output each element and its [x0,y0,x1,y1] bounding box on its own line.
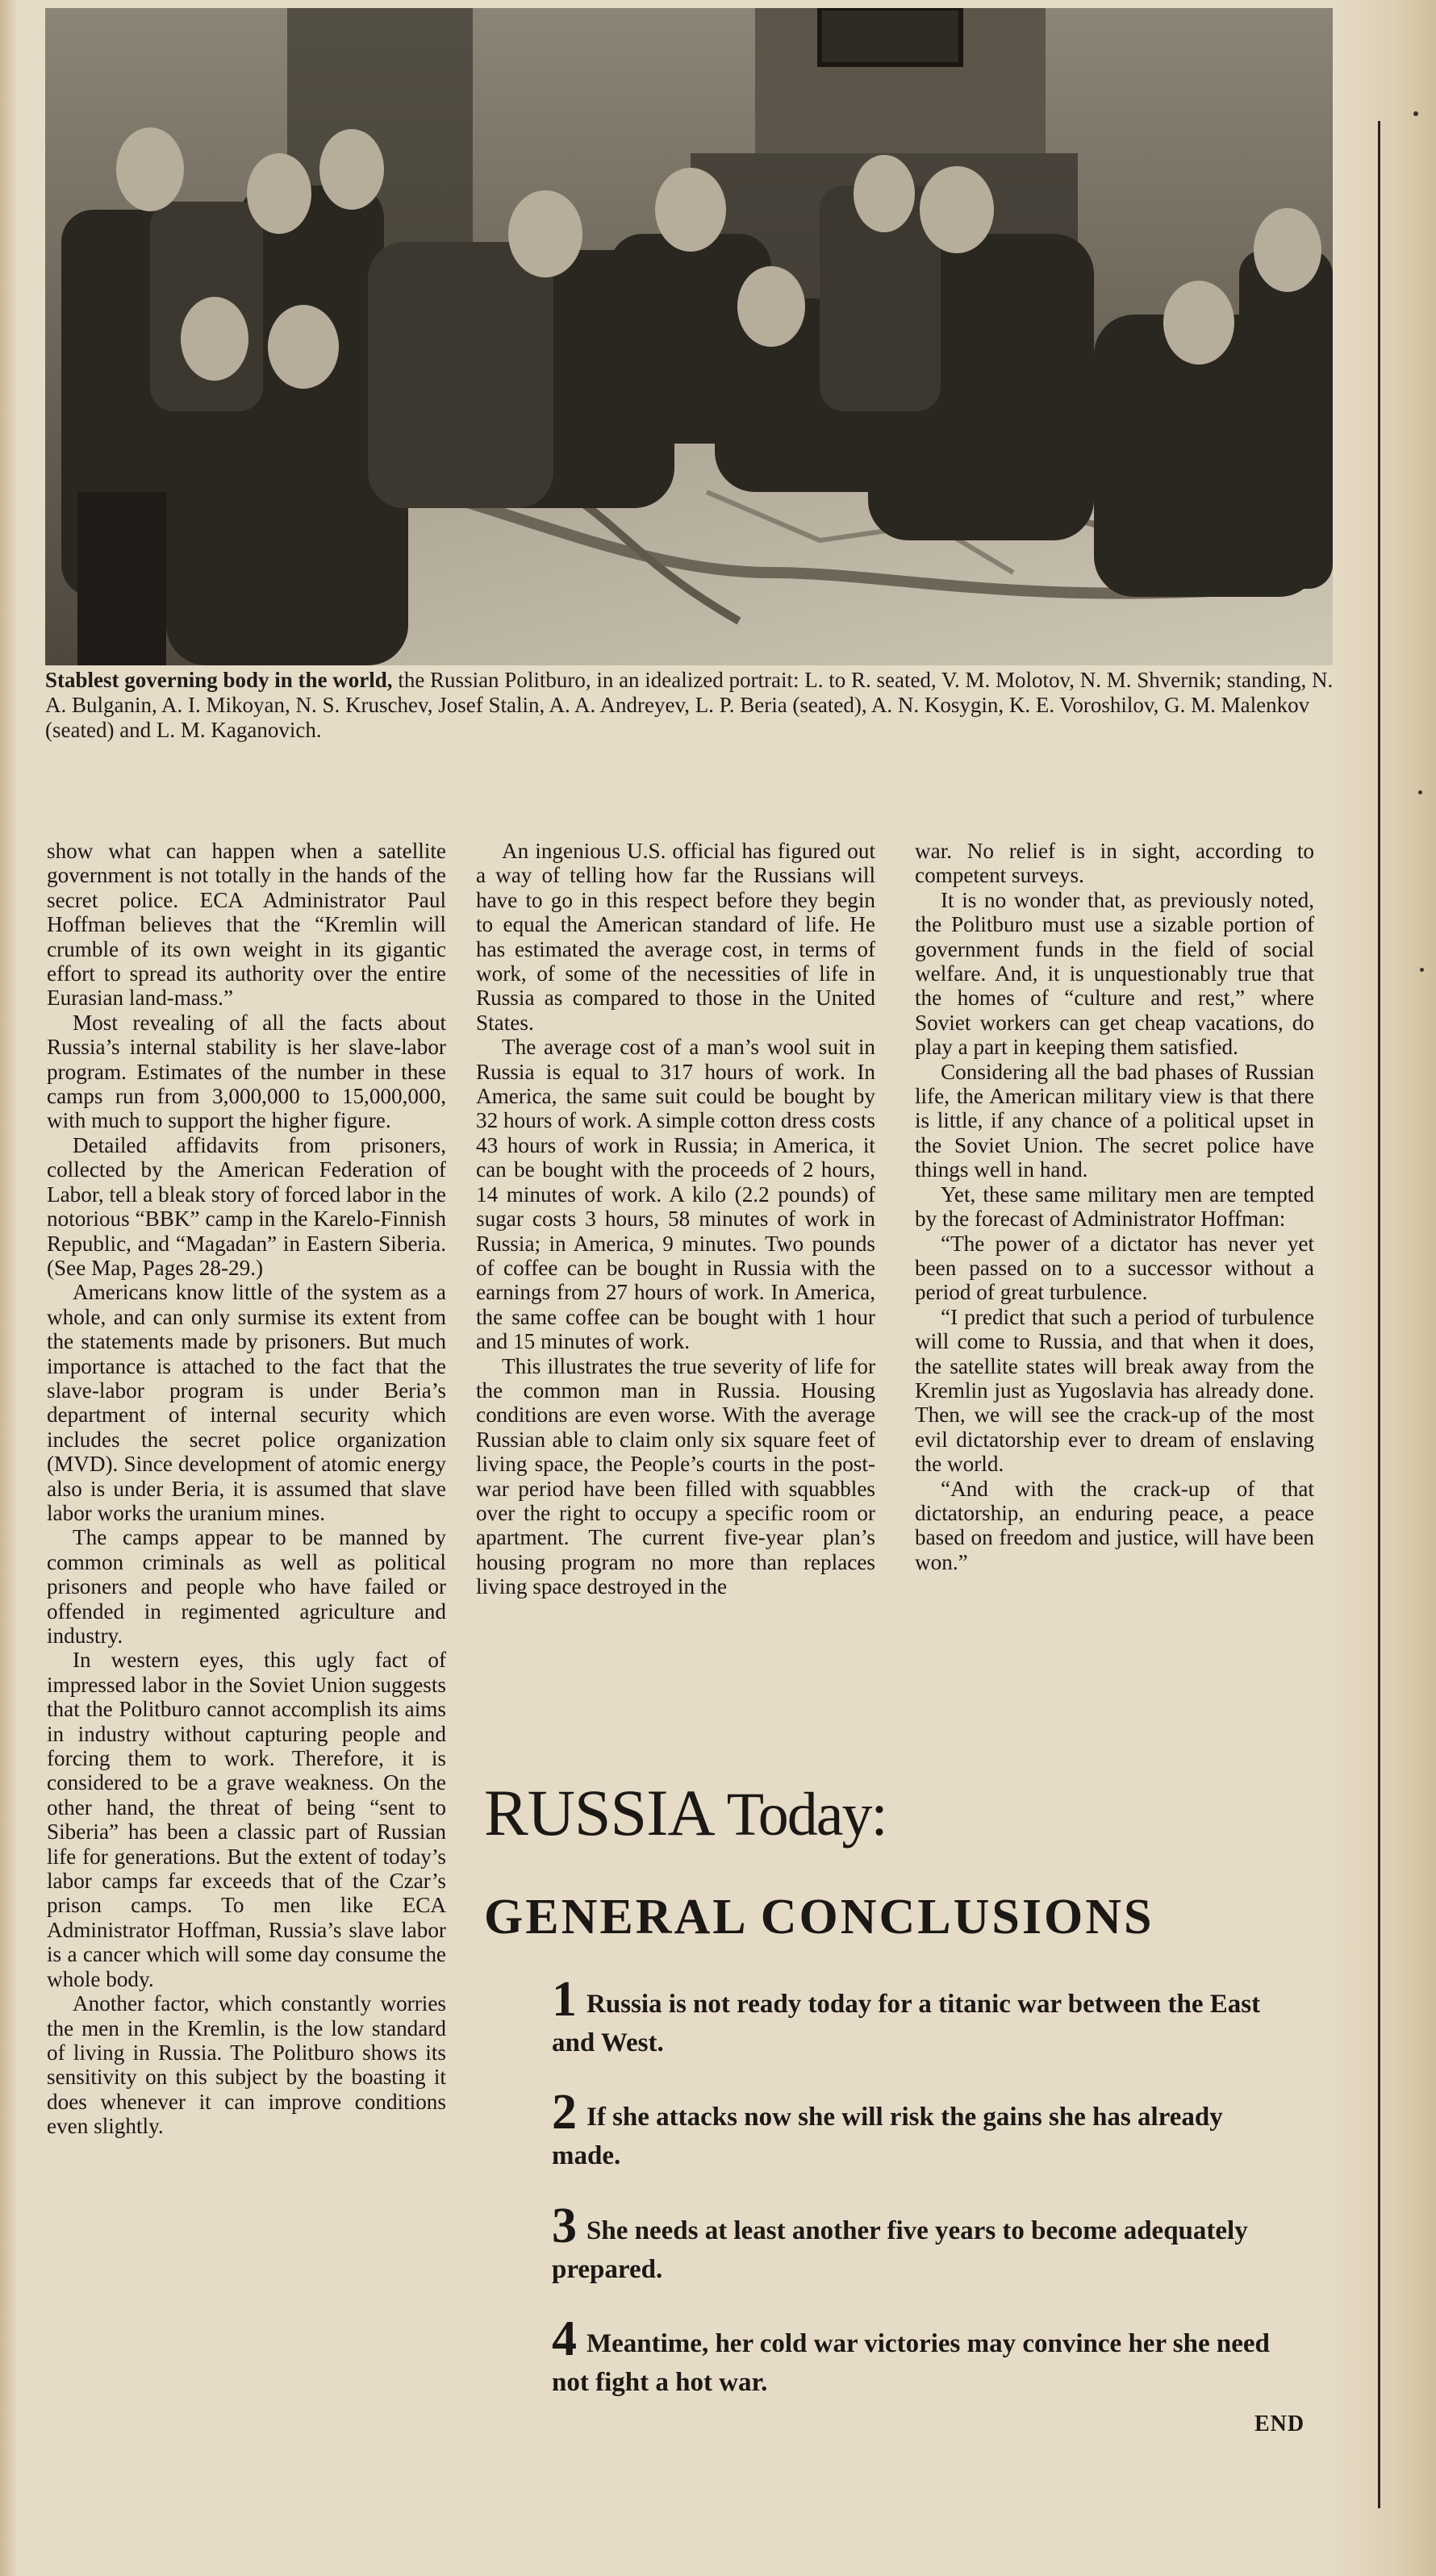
title-russia: RUSSIA [484,1776,712,1849]
paragraph: In western eyes, this ugly fact of impressed labor in the Soviet Union suggests that the Politburo cannot accomplish its aims in industry without capturing people and forcing them to work. Therefore, it is considered to be a grave weakness. On the other hand, the threat of being “sent to Siberia” has been a classic part of Russian life for generations. But the extent of today’s labor camps far exceeds that of the Czar’s prison camps. To men like ECA Administrator Hoffman, Russia’s slave labor is a cancer which will some day consume the whole body. [47,1648,446,1991]
conclusion-item [552,1972,1270,2062]
paragraph: war. No relief is in sight, according to competent surveys. [915,839,1314,888]
section-subtitle: GENERAL CONCLUSIONS [484,1890,1154,1945]
conclusions-heading [484,1774,1339,1945]
photo-caption [45,668,1336,743]
paragraph: Most revealing of all the facts about Russia’s internal stability is her slave-labor program. Estimates of the number in these camps run from 3,000,000 to 15,000,000, with much to support the higher figure. [47,1010,446,1133]
paragraph: Americans know little of the system as a whole, and can only surmise its extent from the statements made by prisoners. But much importance is attached to the fact that the slave-labor program is under Beria’s department of internal security which includes the secret police organization (MVD). Since development of atomic energy also is under Beria, it is assumed that slave labor works the uranium mines. [47,1280,446,1525]
conclusion-number: 1 [552,1972,577,2027]
page-margin [1331,0,1436,2576]
politburo-photograph [45,8,1333,665]
paragraph: An ingenious U.S. official has figured out a way of telling how far the Russians will have to go in this respect before they begin to equal the American standard of life. He has estimated the average cost, in terms of work, of some of the necessities of life in Russia as compared to those in the United States. [476,839,875,1035]
paragraph: Yet, these same military men are tempted by the forecast of Administrator Hoffman: [915,1182,1314,1232]
article-column-1 [47,839,446,2139]
page-edge [0,0,18,2576]
conclusion-text: Russia is not ready today for a titanic war between the East and West. [552,1990,1261,2057]
print-speck [1413,111,1418,116]
conclusion-item [552,2199,1270,2289]
end-mark: END [1254,2411,1305,2436]
title-today: Today: [726,1781,887,1849]
paragraph: Another factor, which constantly worries the men in the Kremlin, is the low standard of living in Russia. The Politburo shows its sensitivity on this subject by the boasting it does whenever it can improve conditions even slightly. [47,1991,446,2139]
conclusion-text: Meantime, her cold war victories may convince her she need not fight a hot war. [552,2329,1270,2397]
conclusion-number: 2 [552,2085,577,2140]
section-title [484,1774,1339,1853]
paragraph: The average cost of a man’s wool suit in Russia is equal to 317 hours of work. In America, the same suit could be bought by 32 hours of work. A simple cotton dress costs 43 hours of work in Russia; in America, it can be bought with the proceeds of 2 hours, 14 minutes of work. A kilo (2.2 pounds) of sugar costs 3 hours, 58 minutes of work in Russia; in America, 9 minutes. Two pounds of coffee can be bought in Russia with the earnings from 27 hours of work. In America, the same coffee can be bought with 1 hour and 15 minutes of work. [476,1035,875,1354]
paragraph: “And with the crack-up of that dictatorship, an enduring peace, a peace based on freedom and justice, will have been won.” [915,1476,1314,1574]
conclusion-text: If she attacks now she will risk the gains she has already made. [552,2103,1223,2170]
print-speck [1418,790,1422,794]
paragraph: Detailed affidavits from prisoners, collected by the American Federation of Labor, tell a bleak story of forced labor in the notorious “BBK” camp in the Karelo-Finnish Republic, and “Magadan” in Eastern Siberia. (See Map, Pages 28-29.) [47,1132,446,1280]
conclusion-text: She needs at least another five years to become adequately prepared. [552,2216,1248,2284]
paragraph: This illustrates the true severity of life for the common man in Russia. Housing conditions are even worse. With the average Russian able to claim only six square feet of living space, the People’s courts in the post-war period have been filled with squabbles over the right to occupy a specific room or apartment. The current five-year plan’s housing program no more than replaces living space destroyed in the [476,1353,875,1599]
paragraph: It is no wonder that, as previously noted, the Politburo must use a sizable portion of government funds in the field of social welfare. And, it is unquestionably true that the homes of “culture and rest,” where Soviet workers can get cheap vacations, do play a part in keeping them satisfied. [915,887,1314,1060]
conclusion-item [552,2311,1270,2402]
paragraph: The camps appear to be manned by common criminals as well as political prisoners and people who have failed or offended in regimented agriculture and industry. [47,1525,446,1648]
article-column-3 [915,839,1314,1574]
caption-lead: Stablest governing body in the world, [45,668,393,692]
margin-rule [1378,121,1380,2508]
caption-text: the Russian Politburo, in an idealized portrait: L. to R. seated, V. M. Molotov, N. M. Shvernik; standing, N. A. Bulganin, A. I. Mikoyan, N. S. Kruschev, Josef Stalin, A. A. Andreyev, L. P. Beria (seated), A. N. Kosygin, K. E. Voroshilov, G. M. Malenkov (seated) and L. M. Kaganovich. [45,668,1334,742]
paragraph: “The power of a dictator has never yet been passed on to a successor without a period of great turbulence. [915,1231,1314,1305]
paragraph: show what can happen when a satellite government is not totally in the hands of the secret police. ECA Administrator Paul Hoffman believes that the “Kremlin will crumble of its own weight in its gigantic effort to spread its authority over the entire Eurasian land-mass.” [47,839,446,1011]
conclusion-number: 4 [552,2311,577,2366]
print-speck [1420,968,1424,972]
article-column-2 [476,839,875,1599]
conclusion-item [552,2085,1270,2175]
conclusion-number: 3 [552,2199,577,2253]
paragraph: “I predict that such a period of turbulence will come to Russia, and that when it does, the satellite states will break away from the Kremlin just as Yugoslavia has already done. Then, we will see the crack-up of the most evil dictatorship ever to dream of enslaving the world. [915,1304,1314,1477]
paragraph: Considering all the bad phases of Russian life, the American military view is that there is little, if any chance of a political upset in the Soviet Union. The secret police have things well in hand. [915,1059,1314,1182]
